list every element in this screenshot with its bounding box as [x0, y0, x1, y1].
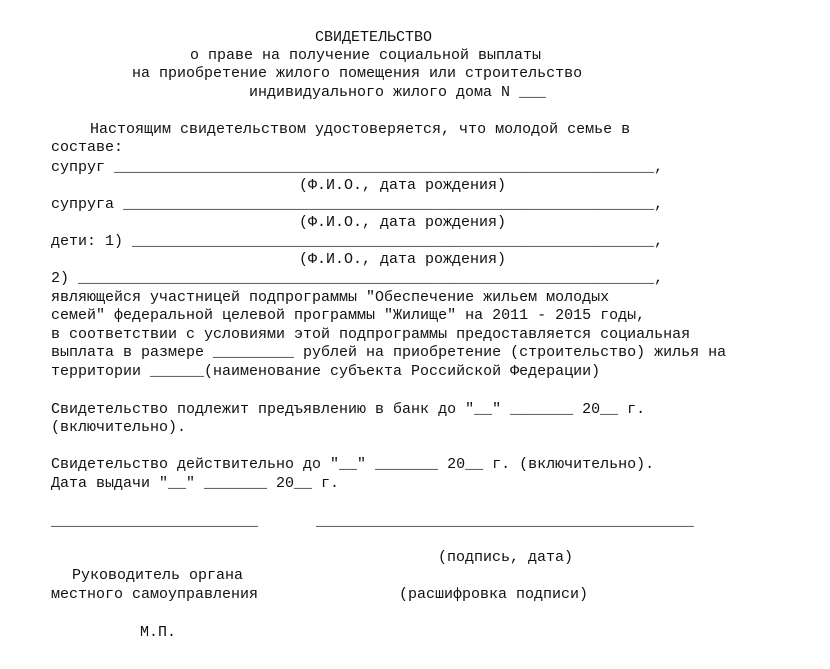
title-subline-social-payment: о праве на получение социальной выплаты	[190, 47, 542, 64]
body-text-line-4: выплата в размере _________ рублей на приобретение (строительство) жилья на	[51, 344, 727, 361]
stamp-place-label: М.П.	[140, 624, 177, 641]
body-text-line-1: являющейся участницей подпрограммы "Обеспечение жильем молодых	[51, 289, 610, 306]
body-text-line-5: территории ______(наименование субъекта Российской Федерации)	[51, 363, 601, 380]
title-subline-housing: на приобретение жилого помещения или строительство	[132, 65, 583, 82]
signature-decode-hint: (расшифровка подписи)	[399, 586, 589, 603]
title-subline-house-number: индивидуального жилого дома N ___	[249, 84, 547, 101]
head-title-line-1: Руководитель органа	[72, 567, 244, 584]
body-text-line-2: семей" федеральной целевой программы "Жилище" на 2011 - 2015 годы,	[51, 307, 646, 324]
issue-date-line: Дата выдачи "__" _______ 20__ г.	[51, 475, 340, 492]
body-text-line-3: в соответствии с условиями этой подпрограммы предоставляется социальная	[51, 326, 691, 343]
head-signature-blank: _______________________	[51, 513, 259, 530]
signature-blank: __________________________________________	[316, 513, 695, 530]
child1-field-hint: (Ф.И.О., дата рождения)	[299, 251, 507, 268]
bank-presentation-deadline-inclusive: (включительно).	[51, 419, 187, 436]
validity-date-line: Свидетельство действительно до "__" _______ 20__ г. (включительно).	[51, 456, 655, 473]
husband-field-hint: (Ф.И.О., дата рождения)	[299, 177, 507, 194]
title-certificate: СВИДЕТЕЛЬСТВО	[315, 29, 433, 46]
intro-text-continued: составе:	[51, 139, 124, 156]
child2-field-line: 2) ________________________________________________________________,	[51, 270, 664, 287]
head-title-line-2: местного самоуправления	[51, 586, 259, 603]
intro-text: Настоящим свидетельством удостоверяется, что молодой семье в	[90, 121, 631, 138]
husband-field-line: супруг ____________________________________________________________,	[51, 159, 664, 176]
bank-presentation-deadline: Свидетельство подлежит предъявлению в банк до "__" _______ 20__ г.	[51, 401, 646, 418]
wife-field-line: супруга ___________________________________________________________,	[51, 196, 664, 213]
signature-date-hint: (подпись, дата)	[438, 549, 574, 566]
child1-field-line: дети: 1) __________________________________________________________,	[51, 233, 664, 250]
wife-field-hint: (Ф.И.О., дата рождения)	[299, 214, 507, 231]
